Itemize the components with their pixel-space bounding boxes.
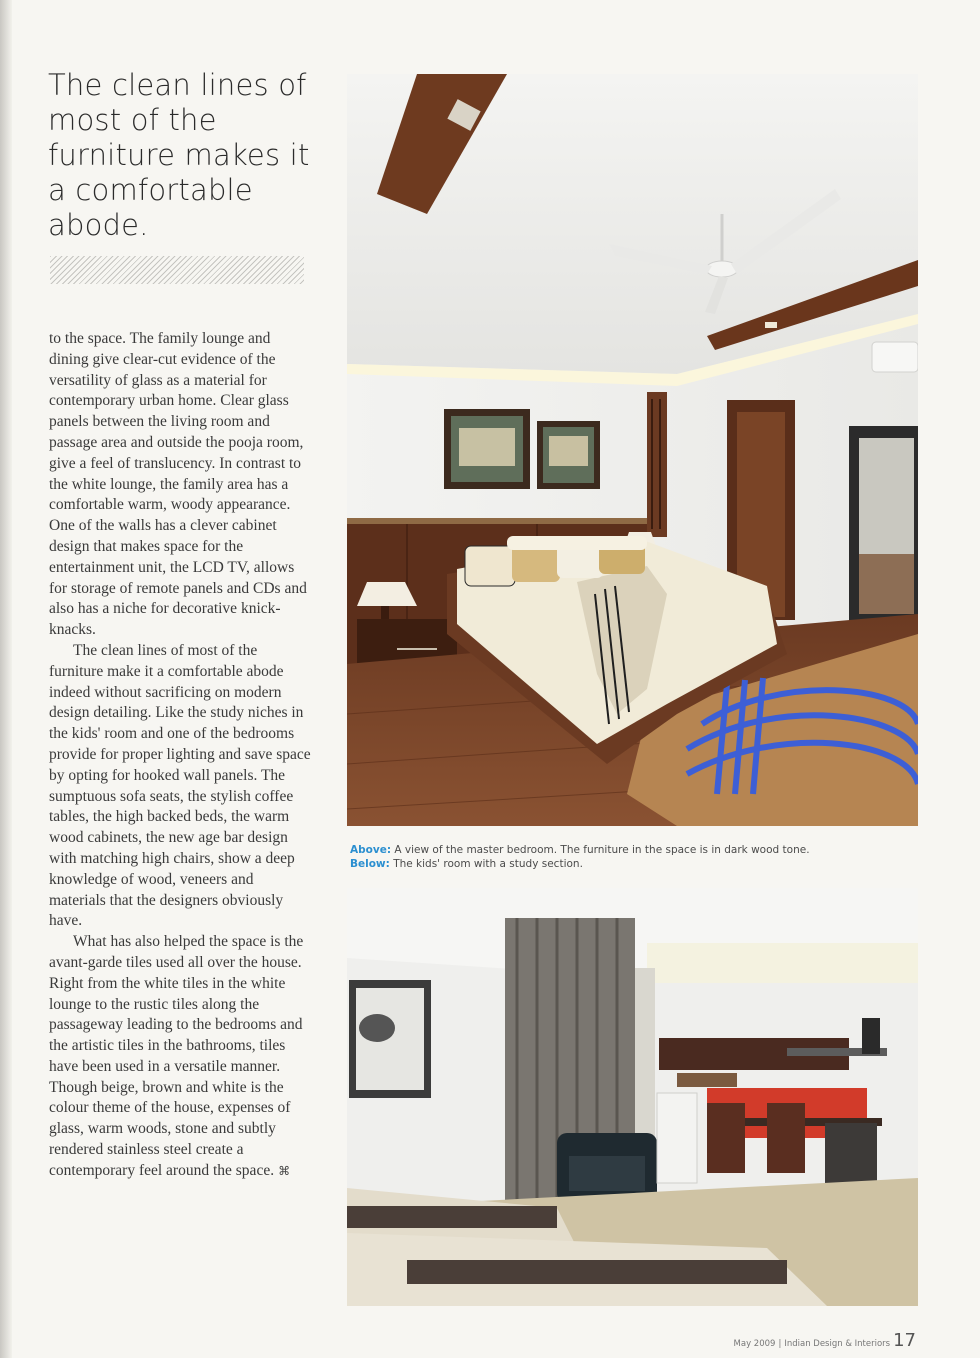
caption-above-label: Above: <box>350 844 392 856</box>
pull-quote: The clean lines of most of the furniture makes it a comfortable abode. <box>48 68 310 242</box>
footer-date: May 2009 <box>733 1339 776 1349</box>
page-number: 17 <box>893 1330 916 1351</box>
master-bedroom-photo <box>347 74 918 826</box>
footer-separator: | <box>778 1339 782 1349</box>
page-spine-shadow <box>0 0 12 1358</box>
caption-below-text: The kids' room with a study section. <box>393 858 583 870</box>
article-body <box>49 329 311 1182</box>
kids-room-illustration <box>347 888 918 1306</box>
decorative-hatch-divider <box>50 256 304 284</box>
footer-magazine: Indian Design & Interiors <box>784 1339 891 1349</box>
body-paragraph: The clean lines of most of the furniture make it a comfortable abode indeed without sacrificing on modern design detailing. Like the study niches in the kids' room and one of the bedrooms provide for proper lighting and save space by opting for hooked wall panels. The sumptuous sofa seats, the stylish coffee tables, the high backed beds, the warm wood cabinets, the new age bar design with matching high chairs, show a deep knowledge of wood, veneers and materials that the designers obviously have. <box>49 641 311 930</box>
caption-above-line <box>350 843 910 857</box>
body-paragraph <box>49 932 311 1182</box>
kids-room-photo <box>347 888 918 1306</box>
body-paragraph-text: What has also helped the space is the avant-garde tiles used all over the house. Right from the white tiles in the white lounge to the rustic tiles along the passageway leading to the bedrooms and the artistic tiles in the bathrooms, tiles have been used in a versatile manner. Though beige, brown and white is the colour theme of the house, expenses of glass, warm woods, stone and subtly rendered stainless steel create a contemporary feel around the space. <box>49 933 304 1179</box>
caption-below-label: Below: <box>350 858 390 870</box>
page-footer <box>734 1330 916 1351</box>
end-of-article-icon: ⌘ <box>278 1163 291 1178</box>
master-bedroom-illustration <box>347 74 918 826</box>
body-paragraph: to the space. The family lounge and dining give clear-cut evidence of the versatility of glass as a material for contemporary urban home. Clear glass panels between the living room and passage area and outside the pooja room, give a feel of translucency. In contrast to the white lounge, the family area has a comfortable warm, woody appearance. One of the walls has a clever cabinet design that makes space for the entertainment unit, the LCD TV, allows for storage of remote panels and CDs and also has a niche for decorative knick-knacks. <box>49 330 307 639</box>
caption-above-text: A view of the master bedroom. The furniture in the space is in dark wood tone. <box>394 844 810 856</box>
photo-caption <box>350 843 910 871</box>
caption-below-line <box>350 857 910 871</box>
